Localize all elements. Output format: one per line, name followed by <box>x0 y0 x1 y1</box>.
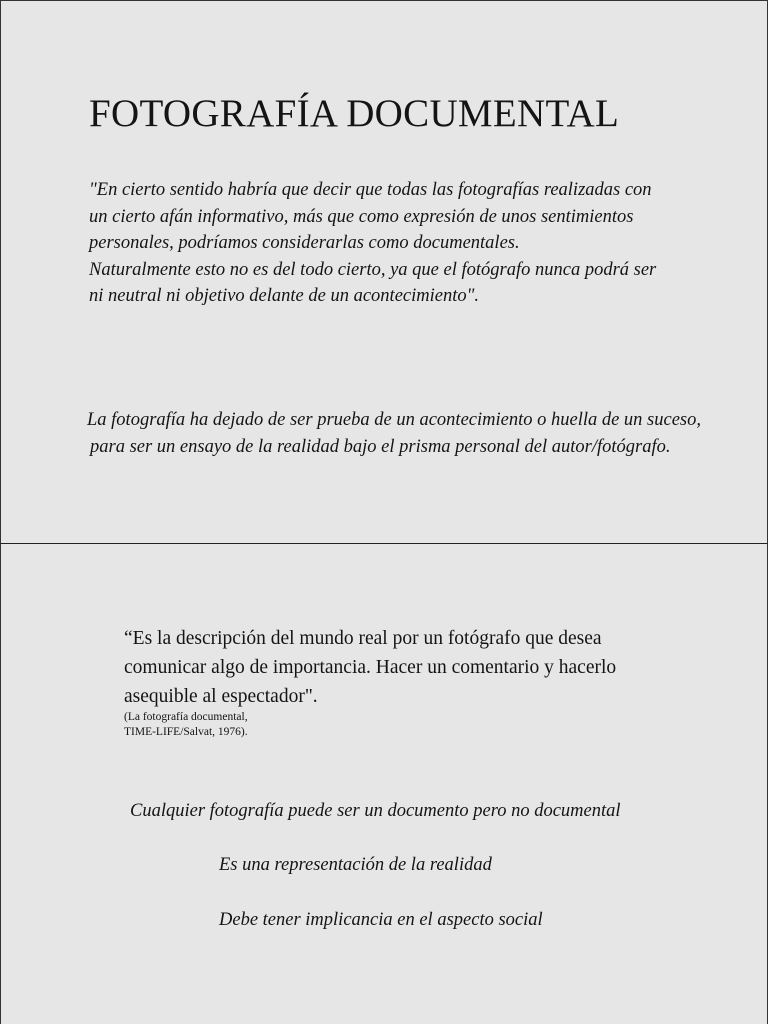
definition-quote-line: comunicar algo de importancia. Hacer un comentario y hacerlo <box>124 657 617 678</box>
statement-line: La fotografía ha dejado de ser prueba de un acontecimiento o huella de un suceso, <box>87 410 702 430</box>
intro-quote <box>89 177 656 310</box>
statement-line: para ser un ensayo de la realidad bajo el prisma personal del autor/fotógrafo. <box>90 436 671 457</box>
citation-line: TIME-LIFE/Salvat, 1976). <box>124 726 248 738</box>
point-representation: Es una representación de la realidad <box>219 855 492 875</box>
intro-quote-line: "En cierto sentido habría que decir que todas las fotografías realizadas con <box>89 180 652 200</box>
intro-quote-line: personales, podríamos considerarlas como documentales. <box>89 233 520 253</box>
intro-quote-line: Naturalmente esto no es del todo cierto, ya que el fotógrafo nunca podrá ser <box>89 259 657 280</box>
point-document: Cualquier fotografía puede ser un documento pero no documental <box>130 801 621 821</box>
definition-quote <box>124 624 616 711</box>
citation-line: (La fotografía documental, <box>124 711 248 723</box>
page-title: FOTOGRAFÍA DOCUMENTAL <box>89 92 620 135</box>
intro-quote-line: ni neutral ni objetivo delante de un acontecimiento". <box>89 286 480 306</box>
citation <box>124 710 248 740</box>
slide-2 <box>0 544 768 1024</box>
point-social: Debe tener implicancia en el aspecto social <box>219 910 543 930</box>
intro-quote-line: un cierto afán informativo, más que como expresión de unos sentimientos <box>89 206 634 227</box>
statement-paragraph <box>87 407 701 460</box>
definition-quote-line: asequible al espectador". <box>124 686 318 707</box>
definition-quote-line: “Es la descripción del mundo real por un fotógrafo que desea <box>124 628 602 649</box>
